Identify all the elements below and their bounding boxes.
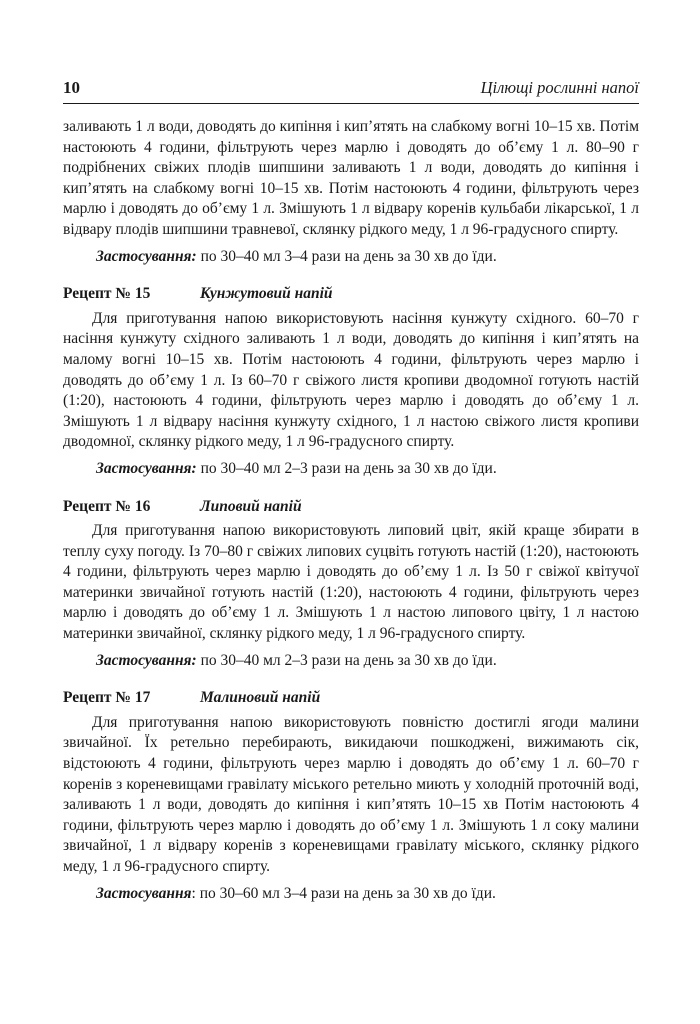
usage-text: : по 30–60 мл 3–4 рази на день за 30 хв до їди. [191,884,496,902]
page-number: 10 [63,78,80,97]
recipe-name: Кунжутовий напій [200,285,333,303]
recipe-17-body: Для приготування напою використовують повністю достиглі ягоди малини звичайної. Їх ретельно перебирають, викидаючи пошкоджені, вижимають сік, відстоюють 4 години, фільтрують через марлю і доводять до об’єму 1 л. 60–70 г коренів з кореневищами гравілату міського ретельно миють у холодній проточній воді, заливають 1 л води, доводять до кипіння і кип’ятять 10–15 хв Потім настоюють 4 години, фільтрують через марлю і доводять до об’єму 1 л. Змішують 1 л соку малини звичайної, 1 л відвару коренів з кореневищами гравілату міського, склянку рідкого меду, 1 л 96-градусного спирту. [63,713,639,875]
recipe-number: Рецепт № 17 [63,689,151,707]
usage-label: Застосування [96,884,192,902]
page-content [63,117,639,904]
recipe-16-body: Для приготування напою використовують липовий цвіт, якій краще збирати в теплу суху погоду. Із 70–80 г свіжих липових суцвіть готують настій (1:20), настоюють 4 години, фільтрують через марлю і доводять до об’єму 1 л. Із 50 г свіжої квітучої материнки звичайної готують настій (1:20), настоюють 4 години, фільтрують через марлю і доводять до об’єму 1 л. Змішують 1 л настою липового цвіту, 1 л настою материнки звичайної, склянку рідкого меду, 1 л 96-градусного спирту. [63,522,639,643]
book-page [63,78,639,904]
recipe-17-heading [63,688,639,709]
recipe-name: Малиновий напій [200,689,321,707]
recipe-16-heading [63,497,639,518]
running-header [63,78,639,104]
book-title: Цілющі рослинні напої [480,78,639,97]
recipe-15-heading [63,284,639,305]
usage-label: Застосування: [96,247,197,265]
usage-text: по 30–40 мл 2–3 рази на день за 30 хв до їди. [196,651,497,669]
usage-text: по 30–40 мл 3–4 рази на день за 30 хв до їди. [196,247,497,265]
recipe-16-usage [63,651,639,672]
recipe-15-usage [63,459,639,480]
recipe-15-body: Для приготування напою використовують насіння кунжуту східного. 60–70 г насіння кунжуту східного заливають 1 л води, доводять до кипіння і кип’ятять на малому вогні 10–15 хв. Потім настоюють 4 години, фільтрують через марлю і доводять до об’єму 1 л. Із 60–70 г свіжого листя кропиви дводомної готують настій (1:20), настоюють 4 години, фільтрують через марлю і доводять до об’єму 1 л. Змішують 1 л відвару насіння кунжуту східного, 1 л настою свіжого листя кропиви дводомної, склянку рідкого меду, 1 л 96-градусного спирту. [63,309,639,451]
usage-label: Застосування: [96,651,197,669]
recipe-name: Липовий напій [200,497,302,515]
intro-paragraph: заливають 1 л води, доводять до кипіння і кип’ятять на слабкому вогні 10–15 хв. Потім настоюють 4 години, фільтрують через марлю і доводять до об’єму 1 л. 80–90 г подрібнених свіжих плодів шипшини заливають 1 л води, доводять до кипіння і кип’ятять на слабкому вогні 10–15 хв. Потім настоюють 4 години, фільтрують через марлю і доводять до об’єму 1 л. Змішують 1 л відвару коренів кульбаби лікарської, 1 л відвару плодів шипшини травневої, склянку рідкого меду, 1 л 96-градусного спирту. [63,118,639,238]
recipe-17-usage [63,884,639,905]
recipe-number: Рецепт № 15 [63,285,151,303]
intro-usage [63,247,639,268]
recipe-number: Рецепт № 16 [63,497,151,515]
usage-text: по 30–40 мл 2–3 рази на день за 30 хв до їди. [196,459,497,477]
usage-label: Застосування: [96,459,197,477]
